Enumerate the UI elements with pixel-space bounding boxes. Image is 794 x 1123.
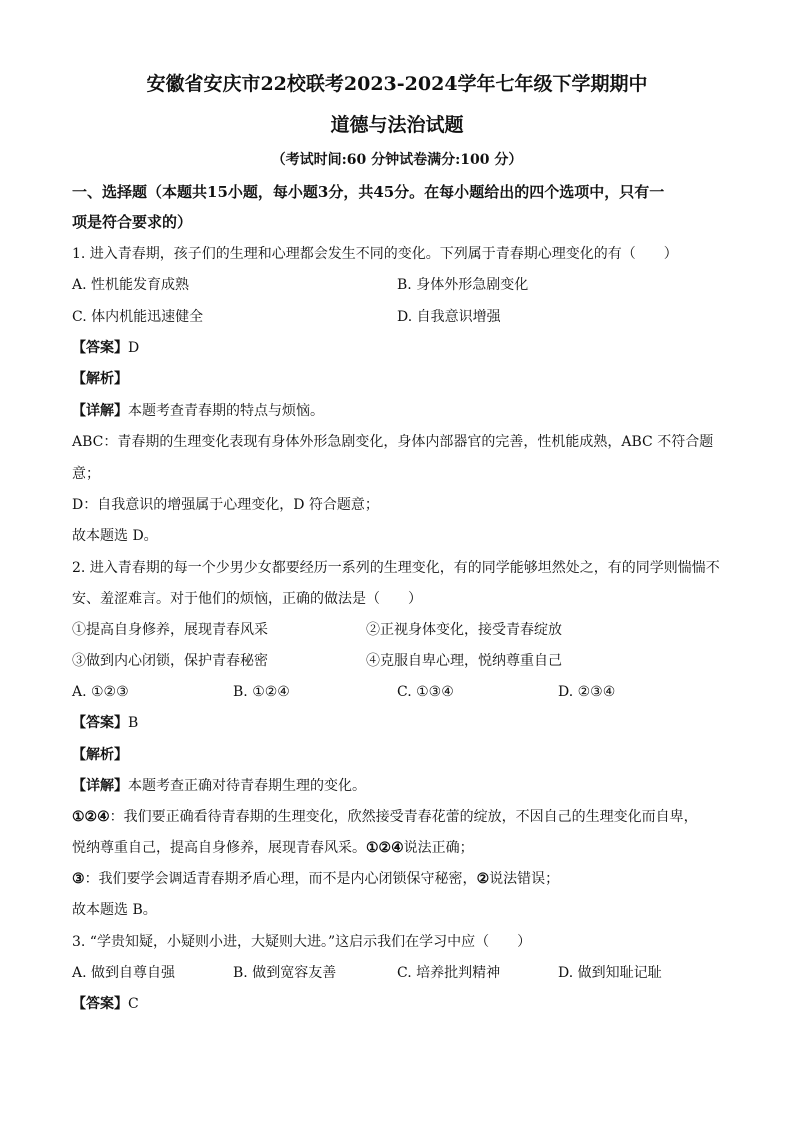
q1-stem: 1. 进入青春期，孩子们的生理和心理都会发生不同的变化。下列属于青春期心理变化的有（ ）: [72, 246, 678, 262]
exam-title-line2: 道德与法治试题: [330, 114, 464, 136]
answer-tag: 【答案】: [72, 340, 128, 356]
q3-option-c: C. 培养批判精神: [397, 965, 501, 981]
answer-value: B: [128, 715, 139, 731]
q2-detail: [72, 777, 366, 795]
item-marks: ①②④: [366, 840, 404, 856]
q2-item-4: ④克服自卑心理，悦纳尊重自己: [366, 653, 562, 669]
q1-option-c: C. 体内机能迅速健全: [72, 309, 204, 325]
q2-answer: [72, 714, 138, 732]
q2-explanation-1: [72, 808, 698, 826]
exam-title-line1: 安徽省安庆市22校联考2023-2024学年七年级下学期期中: [146, 73, 648, 95]
explanation-text: ：我们要正确看待青春期的生理变化，欣然接受青春花蕾的绽放，不因自己的生理变化而自卑，: [109, 809, 698, 825]
explanation-text: 说法正确；: [403, 840, 474, 856]
detail-tag: 【详解】: [72, 403, 128, 419]
q2-item-2: ②正视身体变化，接受青春绽放: [366, 622, 562, 638]
q2-option-a: A. ①②③: [72, 684, 129, 700]
q2-item-1: ①提高自身修养，展现青春风采: [72, 622, 268, 638]
explanation-text: ：我们要学会调适青春期矛盾心理，而不是内心闭锁保守秘密，: [84, 871, 477, 887]
exam-subtitle: （考试时间:60 分钟试卷满分:100 分）: [271, 152, 523, 168]
q2-item-3: ③做到内心闭锁，保护青春秘密: [72, 653, 268, 669]
q1-analysis-tag: 【解析】: [72, 371, 128, 387]
q1-explanation-1: ABC：青春期的生理变化表现有身体外形急剧变化，身体内部器官的完善，性机能成熟，ABC 不符合题: [72, 434, 714, 450]
q2-stem-line1: 2. 进入青春期的每一个少男少女都要经历一系列的生理变化，有的同学能够坦然处之，有的同学则惴惴不: [72, 560, 720, 576]
item-marks: ③: [72, 871, 85, 887]
answer-value: D: [128, 340, 140, 356]
q1-answer: [72, 339, 139, 357]
q2-stem-line2: 安、羞涩难言。对于他们的烦恼，正确的做法是（ ）: [72, 591, 422, 607]
q3-answer: [72, 995, 139, 1013]
q2-explanation-2: [72, 870, 559, 888]
q1-option-b: B. 身体外形急剧变化: [397, 277, 529, 293]
q1-option-d: D. 自我意识增强: [397, 309, 501, 325]
q1-conclusion: 故本题选 D。: [72, 528, 158, 544]
detail-text: 本题考查青春期的特点与烦恼。: [128, 403, 324, 419]
answer-tag: 【答案】: [72, 996, 128, 1012]
item-marks: ①②④: [72, 809, 110, 825]
q2-explanation-1b: [72, 839, 474, 857]
q1-explanation-1b: 意；: [72, 466, 100, 482]
explanation-text: 悦纳尊重自己，提高自身修养，展现青春风采。: [72, 840, 366, 856]
q2-option-b: B. ①②④: [233, 684, 290, 700]
item-marks: ②: [476, 871, 490, 887]
section-heading-line2: 项是符合要求的）: [72, 213, 193, 231]
q3-option-d: D. 做到知耻记耻: [558, 965, 662, 981]
q1-detail: [72, 402, 324, 420]
q2-option-c: C. ①③④: [397, 684, 454, 700]
q1-option-a: A. 性机能发育成熟: [72, 277, 190, 293]
q2-analysis-tag: 【解析】: [72, 747, 128, 763]
answer-value: C: [128, 996, 139, 1012]
q3-option-a: A. 做到自尊自强: [72, 965, 176, 981]
section-heading-line1: 一、选择题（本题共15小题，每小题3分，共45分。在每小题给出的四个选项中，只有一: [72, 183, 665, 201]
answer-tag: 【答案】: [72, 715, 128, 731]
q2-option-d: D. ②③④: [558, 684, 616, 700]
q3-option-b: B. 做到宽容友善: [233, 965, 337, 981]
q2-conclusion: 故本题选 B。: [72, 902, 157, 918]
detail-tag: 【详解】: [72, 778, 128, 794]
explanation-text: 说法错误；: [489, 871, 560, 887]
q1-explanation-2: D：自我意识的增强属于心理变化，D 符合题意；: [72, 497, 379, 513]
q3-stem: 3. “学贵知疑，小疑则小进，大疑则大进。”这启示我们在学习中应（ ）: [72, 934, 532, 950]
detail-text: 本题考查正确对待青春期生理的变化。: [128, 778, 366, 794]
